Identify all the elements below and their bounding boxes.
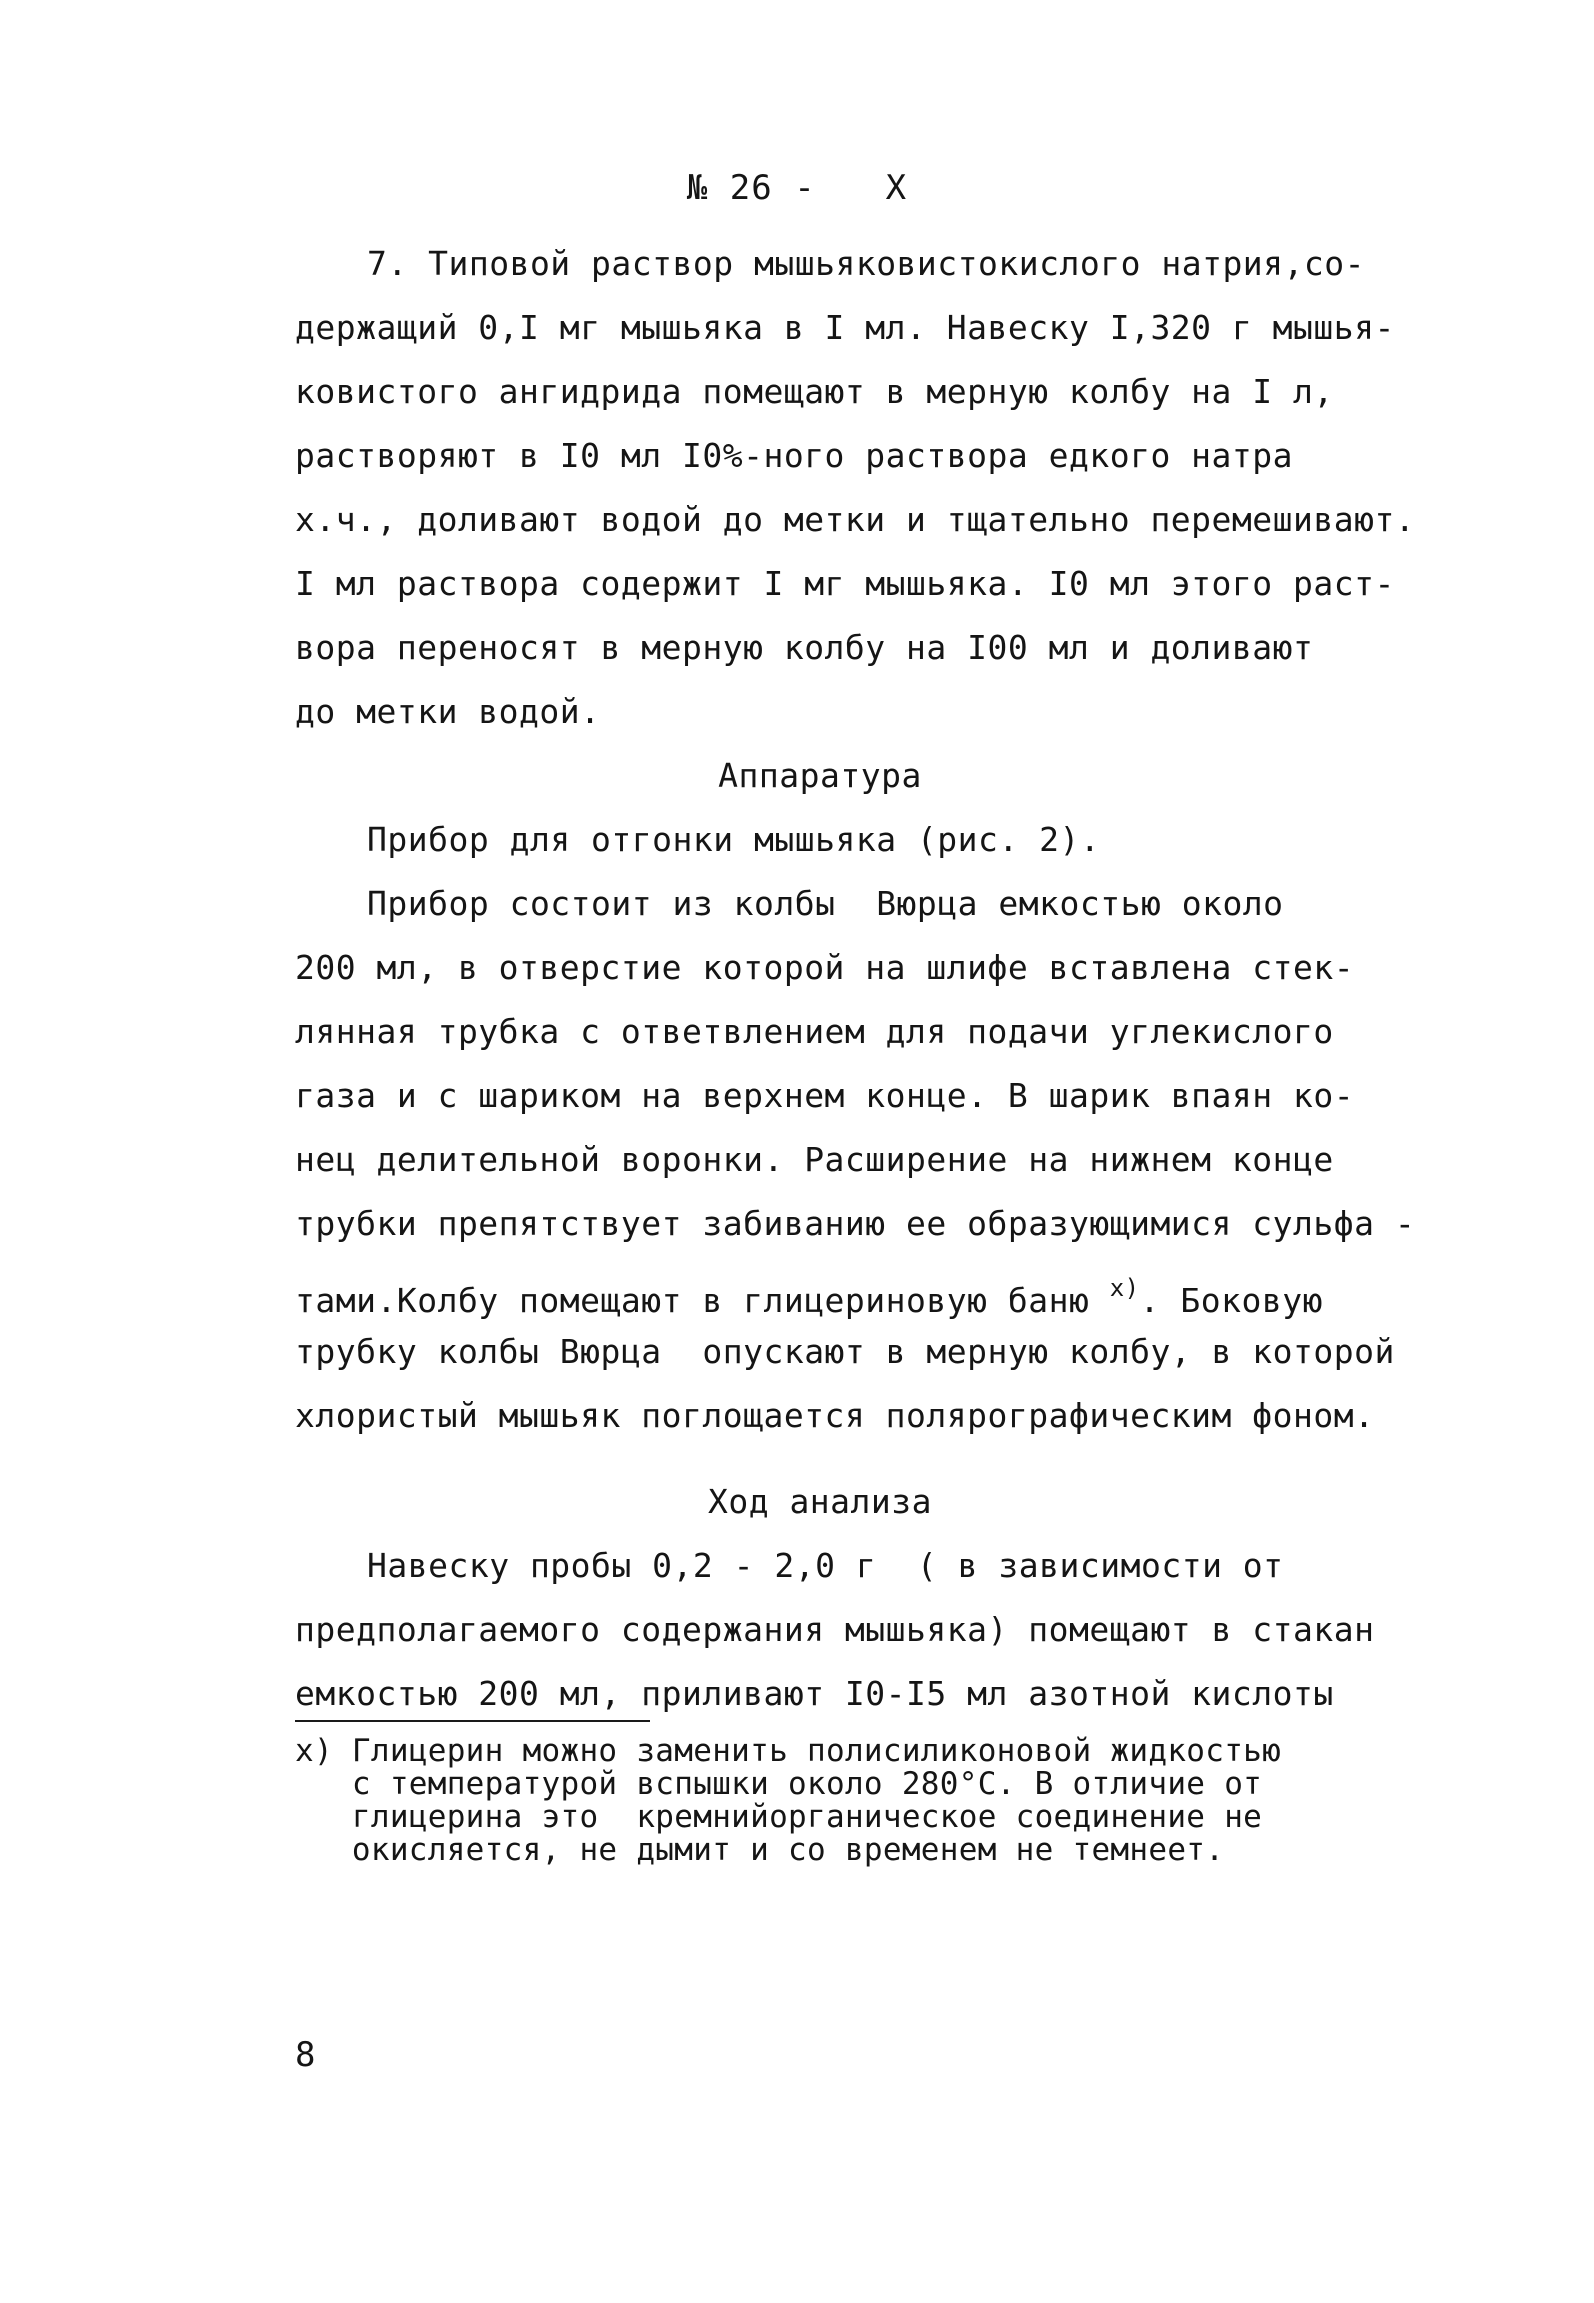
page-number: 8 bbox=[295, 2035, 316, 2075]
text-line: х.ч., доливают водой до метки и тщательно перемешивают. bbox=[295, 500, 1416, 539]
text-line: трубки препятствует забиванию ее образующимися сульфа - bbox=[295, 1204, 1416, 1243]
text-line: растворяют в I0 мл I0%-ного раствора едкого натра bbox=[295, 436, 1294, 475]
main-text bbox=[295, 232, 1416, 1726]
text-line: Прибор для отгонки мышьяка (рис. 2). bbox=[367, 820, 1101, 859]
text-line: предполагаемого содержания мышьяка) помещают в стакан bbox=[295, 1610, 1375, 1649]
text-line: хлористый мышьяк поглощается полярографическим фоном. bbox=[295, 1396, 1375, 1435]
footnote-divider bbox=[295, 1720, 650, 1722]
footnote-line: с температурой вспышки около 280°С. В отличие от bbox=[295, 1766, 1263, 1802]
text-line: лянная трубка с ответвлением для подачи углекислого bbox=[295, 1012, 1334, 1051]
footnote-line: глицерина это кремнийорганическое соединение не bbox=[295, 1799, 1263, 1835]
footnote-line: х) Глицерин можно заменить полисиликоновой жидкостью bbox=[295, 1733, 1282, 1769]
text-line: 7. Типовой раствор мышьяковистокислого натрия,со- bbox=[367, 244, 1366, 283]
text-line-with-footnote-ref: тами.Колбу помещают в глицериновую баню $^{х)}$. Боковую bbox=[295, 1274, 1323, 1320]
footnote bbox=[295, 1735, 1345, 1867]
text-line: Прибор состоит из колбы Вюрца емкостью около bbox=[367, 884, 1284, 923]
text-line: I мл раствора содержит I мг мышьяка. I0 мл этого раст- bbox=[295, 564, 1395, 603]
text-line: Навеску пробы 0,2 - 2,0 г ( в зависимости от bbox=[367, 1546, 1284, 1585]
section-mark: X bbox=[885, 168, 908, 208]
section-heading-apparatus: Аппаратура bbox=[718, 756, 922, 795]
text-line: емкостью 200 мл, приливают I0-I5 мл азотной кислоты bbox=[295, 1674, 1334, 1713]
text-line: до метки водой. bbox=[295, 692, 601, 731]
page-header bbox=[0, 168, 1594, 208]
text-line: трубку колбы Вюрца опускают в мерную колбу, в которой bbox=[295, 1332, 1395, 1371]
text-line: вора переносят в мерную колбу на I00 мл и доливают bbox=[295, 628, 1314, 667]
text-line: нец делительной воронки. Расширение на нижнем конце bbox=[295, 1140, 1334, 1179]
footnote-line: окисляется, не дымит и со временем не темнеет. bbox=[295, 1832, 1225, 1868]
text-line: ковистого ангидрида помещают в мерную колбу на I л, bbox=[295, 372, 1334, 411]
text-line: газа и с шариком на верхнем конце. В шарик впаян ко- bbox=[295, 1076, 1355, 1115]
text-line: 200 мл, в отверстие которой на шлифе вставлена стек- bbox=[295, 948, 1355, 987]
section-heading-analysis: Ход анализа bbox=[707, 1482, 933, 1521]
footnote-marker: х) bbox=[1109, 1274, 1140, 1302]
document-number: № 26 - bbox=[686, 168, 816, 208]
text-line: держащий 0,I мг мышьяка в I мл. Навеску I,320 г мышья- bbox=[295, 308, 1395, 347]
